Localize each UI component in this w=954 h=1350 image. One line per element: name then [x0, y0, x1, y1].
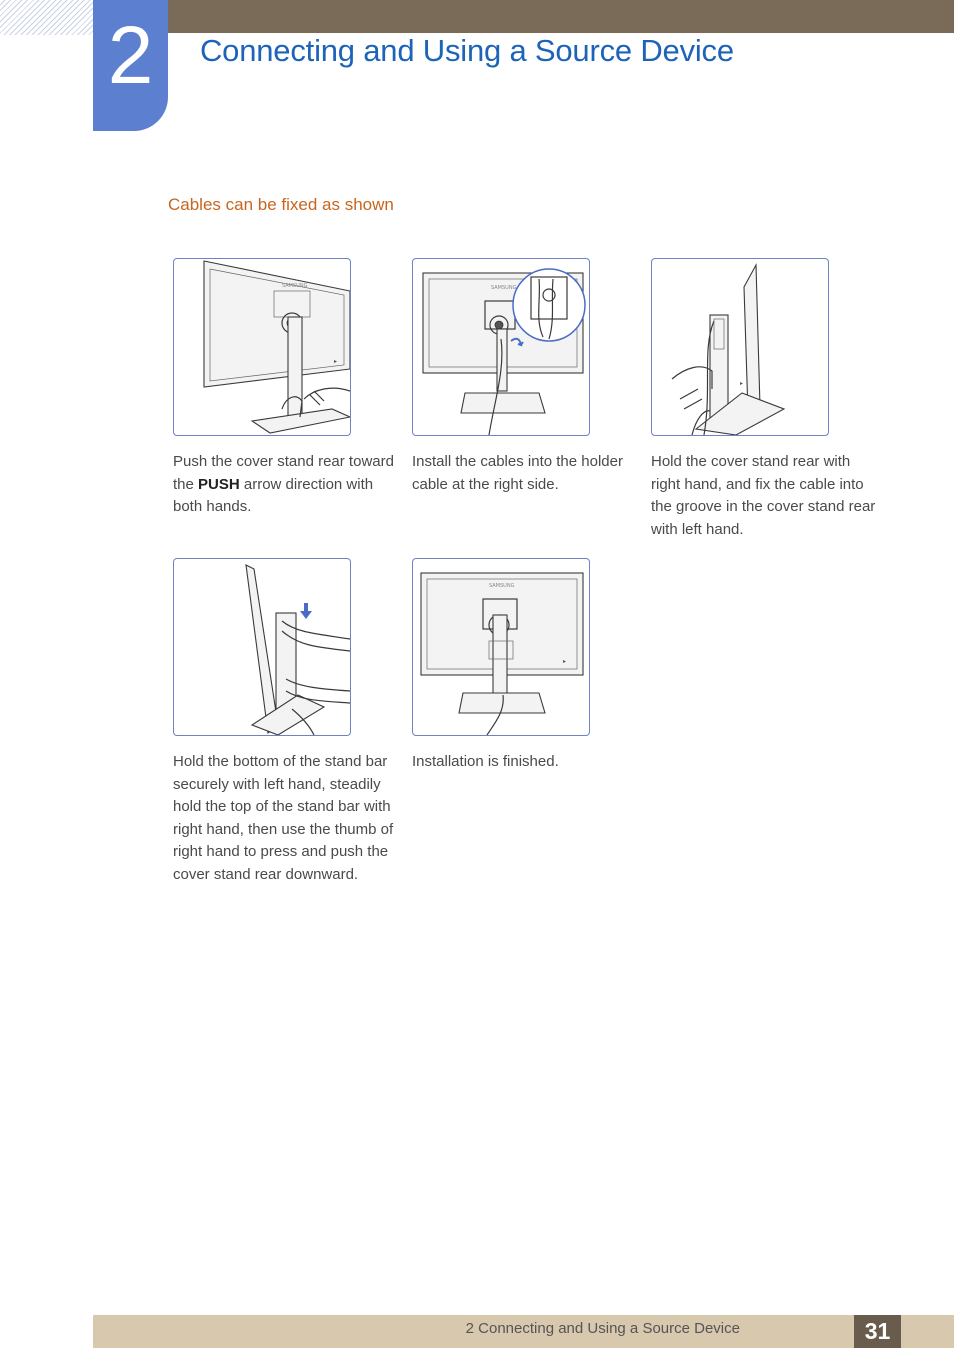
step-2: [412, 258, 642, 496]
step-2-caption: Install the cables into the holder cable at the right side.: [412, 453, 623, 493]
step-4-caption: Hold the bottom of the stand bar securely with left hand, steadily hold the top of the stand bar with right hand, then use the thumb of right hand to press and push the cover stand rear downward.: [173, 753, 394, 883]
step-2-illustration: [412, 258, 590, 436]
side-view-cable-groove-illustration: [652, 259, 828, 435]
chapter-number-tab: 2: [93, 0, 168, 131]
monitor-rear-push-illustration: [174, 259, 350, 435]
push-label: PUSH: [198, 475, 240, 493]
svg-text:▸: ▸: [563, 658, 567, 665]
step-3-illustration: [651, 258, 829, 436]
step-5: [412, 558, 642, 774]
step-1-illustration: [173, 258, 351, 436]
monitor-logo: SAMSUNG: [491, 285, 517, 291]
page-title: Connecting and Using a Source Device: [200, 33, 734, 68]
step-4-illustration: [173, 558, 351, 736]
monitor-logo: SAMSUNG: [489, 583, 515, 589]
decorative-hatch: [0, 0, 93, 35]
push-cover-down-illustration: [174, 559, 350, 735]
step-1-caption: Push the cover stand rear toward the PUSH arrow direction with both hands.: [173, 453, 394, 515]
svg-text:▸: ▸: [740, 380, 744, 387]
step-3: [651, 258, 881, 541]
monitor-logo: SAMSUNG: [282, 283, 308, 289]
step-3-caption: Hold the cover stand rear with right hand, and fix the cable into the groove in the cover stand rear with left hand.: [651, 453, 876, 538]
page-number: 31: [854, 1315, 901, 1348]
footer-chapter-title: 2 Connecting and Using a Source Device: [465, 1320, 740, 1337]
svg-text:▸: ▸: [334, 358, 338, 365]
step-4: [173, 558, 403, 886]
header-bar: [168, 0, 954, 33]
cable-holder-illustration: [413, 259, 589, 435]
installation-finished-illustration: [413, 559, 589, 735]
step-1: [173, 258, 403, 519]
step-5-caption: Installation is finished.: [412, 753, 559, 770]
section-heading: Cables can be fixed as shown: [168, 195, 394, 214]
step-5-illustration: [412, 558, 590, 736]
